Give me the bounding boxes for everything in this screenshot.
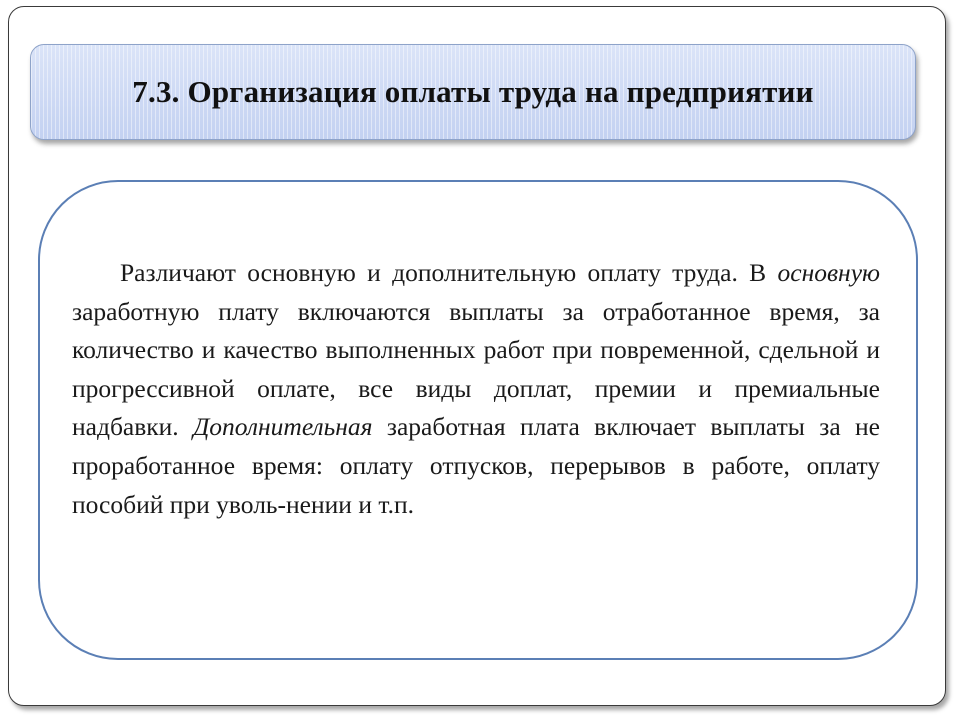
title-bar <box>30 44 916 140</box>
body-text-part-3: заработная плата включает выплаты за не проработанное время: оплату отпусков, перерывов в работе, оплату пособий при уволь-нении и т.п. <box>72 412 880 519</box>
term-basic-pay: основную <box>777 258 880 287</box>
body-text-part-2: заработную плату включаются выплаты за отработанное время, за количество и качество выполненных работ при повременной, сдельной и прогрессивной оплате, все виды доплат, премии и премиальные надбавки. <box>72 296 880 442</box>
body-paragraph <box>72 254 880 524</box>
term-additional-pay: Дополнительная <box>193 412 373 442</box>
body-text-part-1: Различают основную и дополнительную оплату труда. В <box>120 258 778 287</box>
slide-title: 7.3. Организация оплаты труда на предприятии <box>132 74 814 109</box>
